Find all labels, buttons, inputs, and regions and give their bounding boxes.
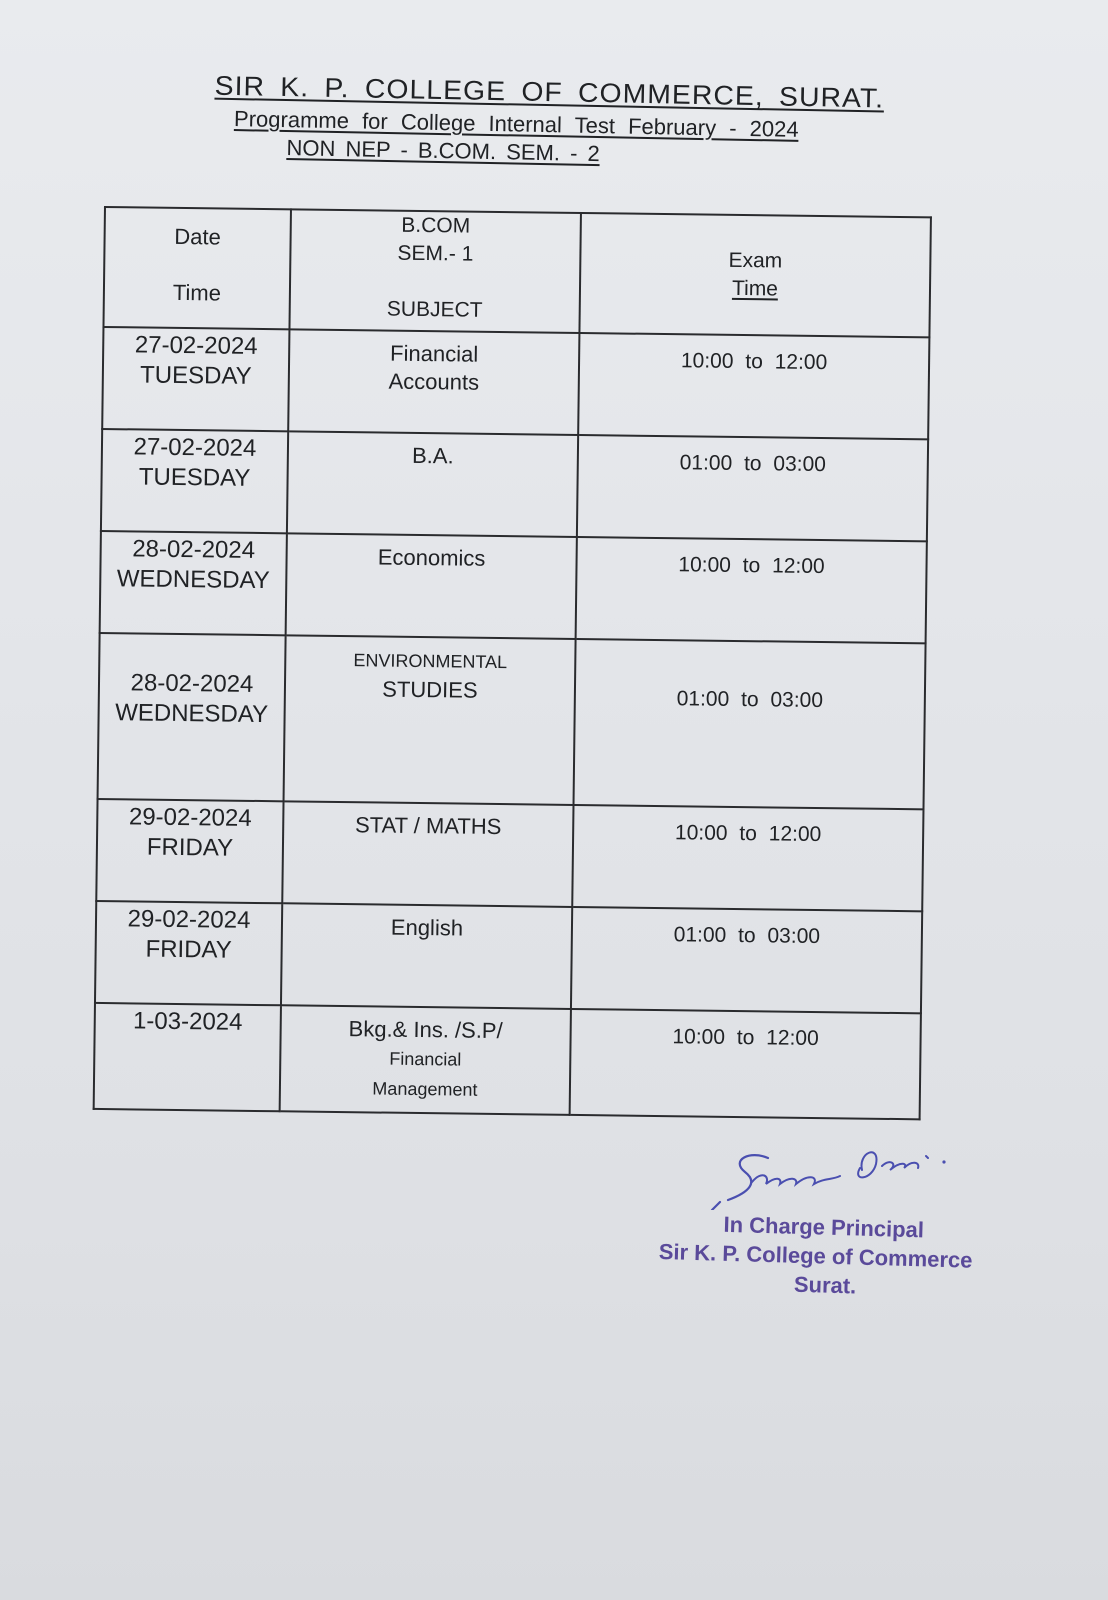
principal-signature-block	[660, 1130, 1020, 1310]
header-exam-label: Exam	[728, 248, 783, 273]
exam-time: 01:00 to 03:00	[571, 907, 922, 1013]
subject-cell	[287, 431, 578, 537]
course-title: NON NEP - B.COM. SEM. - 2	[286, 135, 601, 167]
header-subject-label: SUBJECT	[386, 297, 483, 322]
table-row	[95, 901, 922, 1013]
exam-date: 28-02-2024	[132, 535, 256, 564]
subject-line: Management	[372, 1078, 478, 1100]
subject-line: Economics	[377, 544, 486, 571]
date-cell	[94, 1003, 281, 1111]
header-course-label: B.COM	[401, 213, 471, 238]
header-exam-time	[579, 213, 930, 337]
table-row	[102, 327, 929, 439]
programme-title: Programme for College Internal Test February - 2024	[233, 106, 799, 142]
exam-day: WEDNESDAY	[115, 699, 269, 729]
exam-time: 10:00 to 12:00	[572, 805, 923, 911]
exam-time: 01:00 to 03:00	[577, 435, 928, 541]
handwritten-signature	[690, 1130, 950, 1210]
exam-day: FRIDAY	[146, 833, 234, 862]
header-subject	[289, 209, 580, 333]
exam-time: 10:00 to 12:00	[576, 537, 927, 643]
schedule-table-wrapper	[93, 206, 932, 1120]
exam-day: WEDNESDAY	[116, 565, 270, 595]
date-cell	[96, 799, 283, 903]
subject-line: Bkg.& Ins. /S.P/	[348, 1016, 503, 1044]
exam-date: 27-02-2024	[133, 433, 257, 462]
table-row	[101, 429, 928, 541]
stamp-institution: Sir K. P. College of Commerce	[658, 1238, 973, 1273]
table-row	[98, 633, 926, 809]
exam-day: FRIDAY	[145, 935, 232, 964]
subject-cell	[281, 903, 572, 1009]
table-row	[96, 799, 923, 911]
exam-time: 10:00 to 12:00	[578, 333, 929, 439]
subject-line: ENVIRONMENTAL	[353, 650, 508, 673]
subject-line: Financial	[389, 1048, 462, 1070]
date-cell	[102, 327, 289, 431]
subject-line: B.A.	[411, 442, 454, 469]
table-row	[94, 1003, 921, 1119]
stamp-title: In Charge Principal	[723, 1211, 925, 1243]
subject-line: STAT / MATHS	[354, 812, 502, 840]
subject-cell	[286, 533, 577, 639]
header-date-time	[103, 207, 290, 329]
exam-day: TUESDAY	[138, 463, 251, 492]
exam-date: 27-02-2024	[134, 331, 258, 360]
document-header	[178, 70, 900, 173]
subject-line: English	[390, 914, 464, 941]
stamp-city: Surat.	[793, 1271, 857, 1299]
exam-day: TUESDAY	[139, 361, 252, 390]
date-cell	[101, 429, 288, 533]
exam-date: 28-02-2024	[130, 669, 254, 698]
exam-schedule-table	[93, 206, 932, 1120]
table-header-row	[103, 207, 930, 337]
college-name: SIR K. P. COLLEGE OF COMMERCE, SURAT.	[214, 70, 885, 114]
header-sem-label: SEM.- 1	[397, 241, 474, 266]
subject-cell	[284, 635, 576, 805]
date-cell	[95, 901, 282, 1005]
subject-line: Accounts	[388, 368, 480, 395]
subject-cell	[282, 801, 573, 907]
subject-cell	[280, 1005, 571, 1115]
subject-line: Financial	[389, 340, 479, 367]
exam-date: 29-02-2024	[128, 803, 252, 832]
header-time-label: Time	[172, 279, 222, 306]
subject-cell	[288, 329, 579, 435]
exam-date: 29-02-2024	[127, 905, 251, 934]
date-cell	[98, 633, 286, 801]
exam-date: 1-03-2024	[132, 1007, 243, 1036]
header-date-label: Date	[174, 223, 222, 250]
header-exam-time-label: Time	[731, 276, 779, 301]
subject-line: STUDIES	[382, 676, 478, 703]
principal-stamp	[658, 1208, 1020, 1305]
exam-time: 01:00 to 03:00	[574, 639, 926, 809]
date-cell	[100, 531, 287, 635]
table-row	[100, 531, 927, 643]
exam-time: 10:00 to 12:00	[570, 1009, 921, 1119]
